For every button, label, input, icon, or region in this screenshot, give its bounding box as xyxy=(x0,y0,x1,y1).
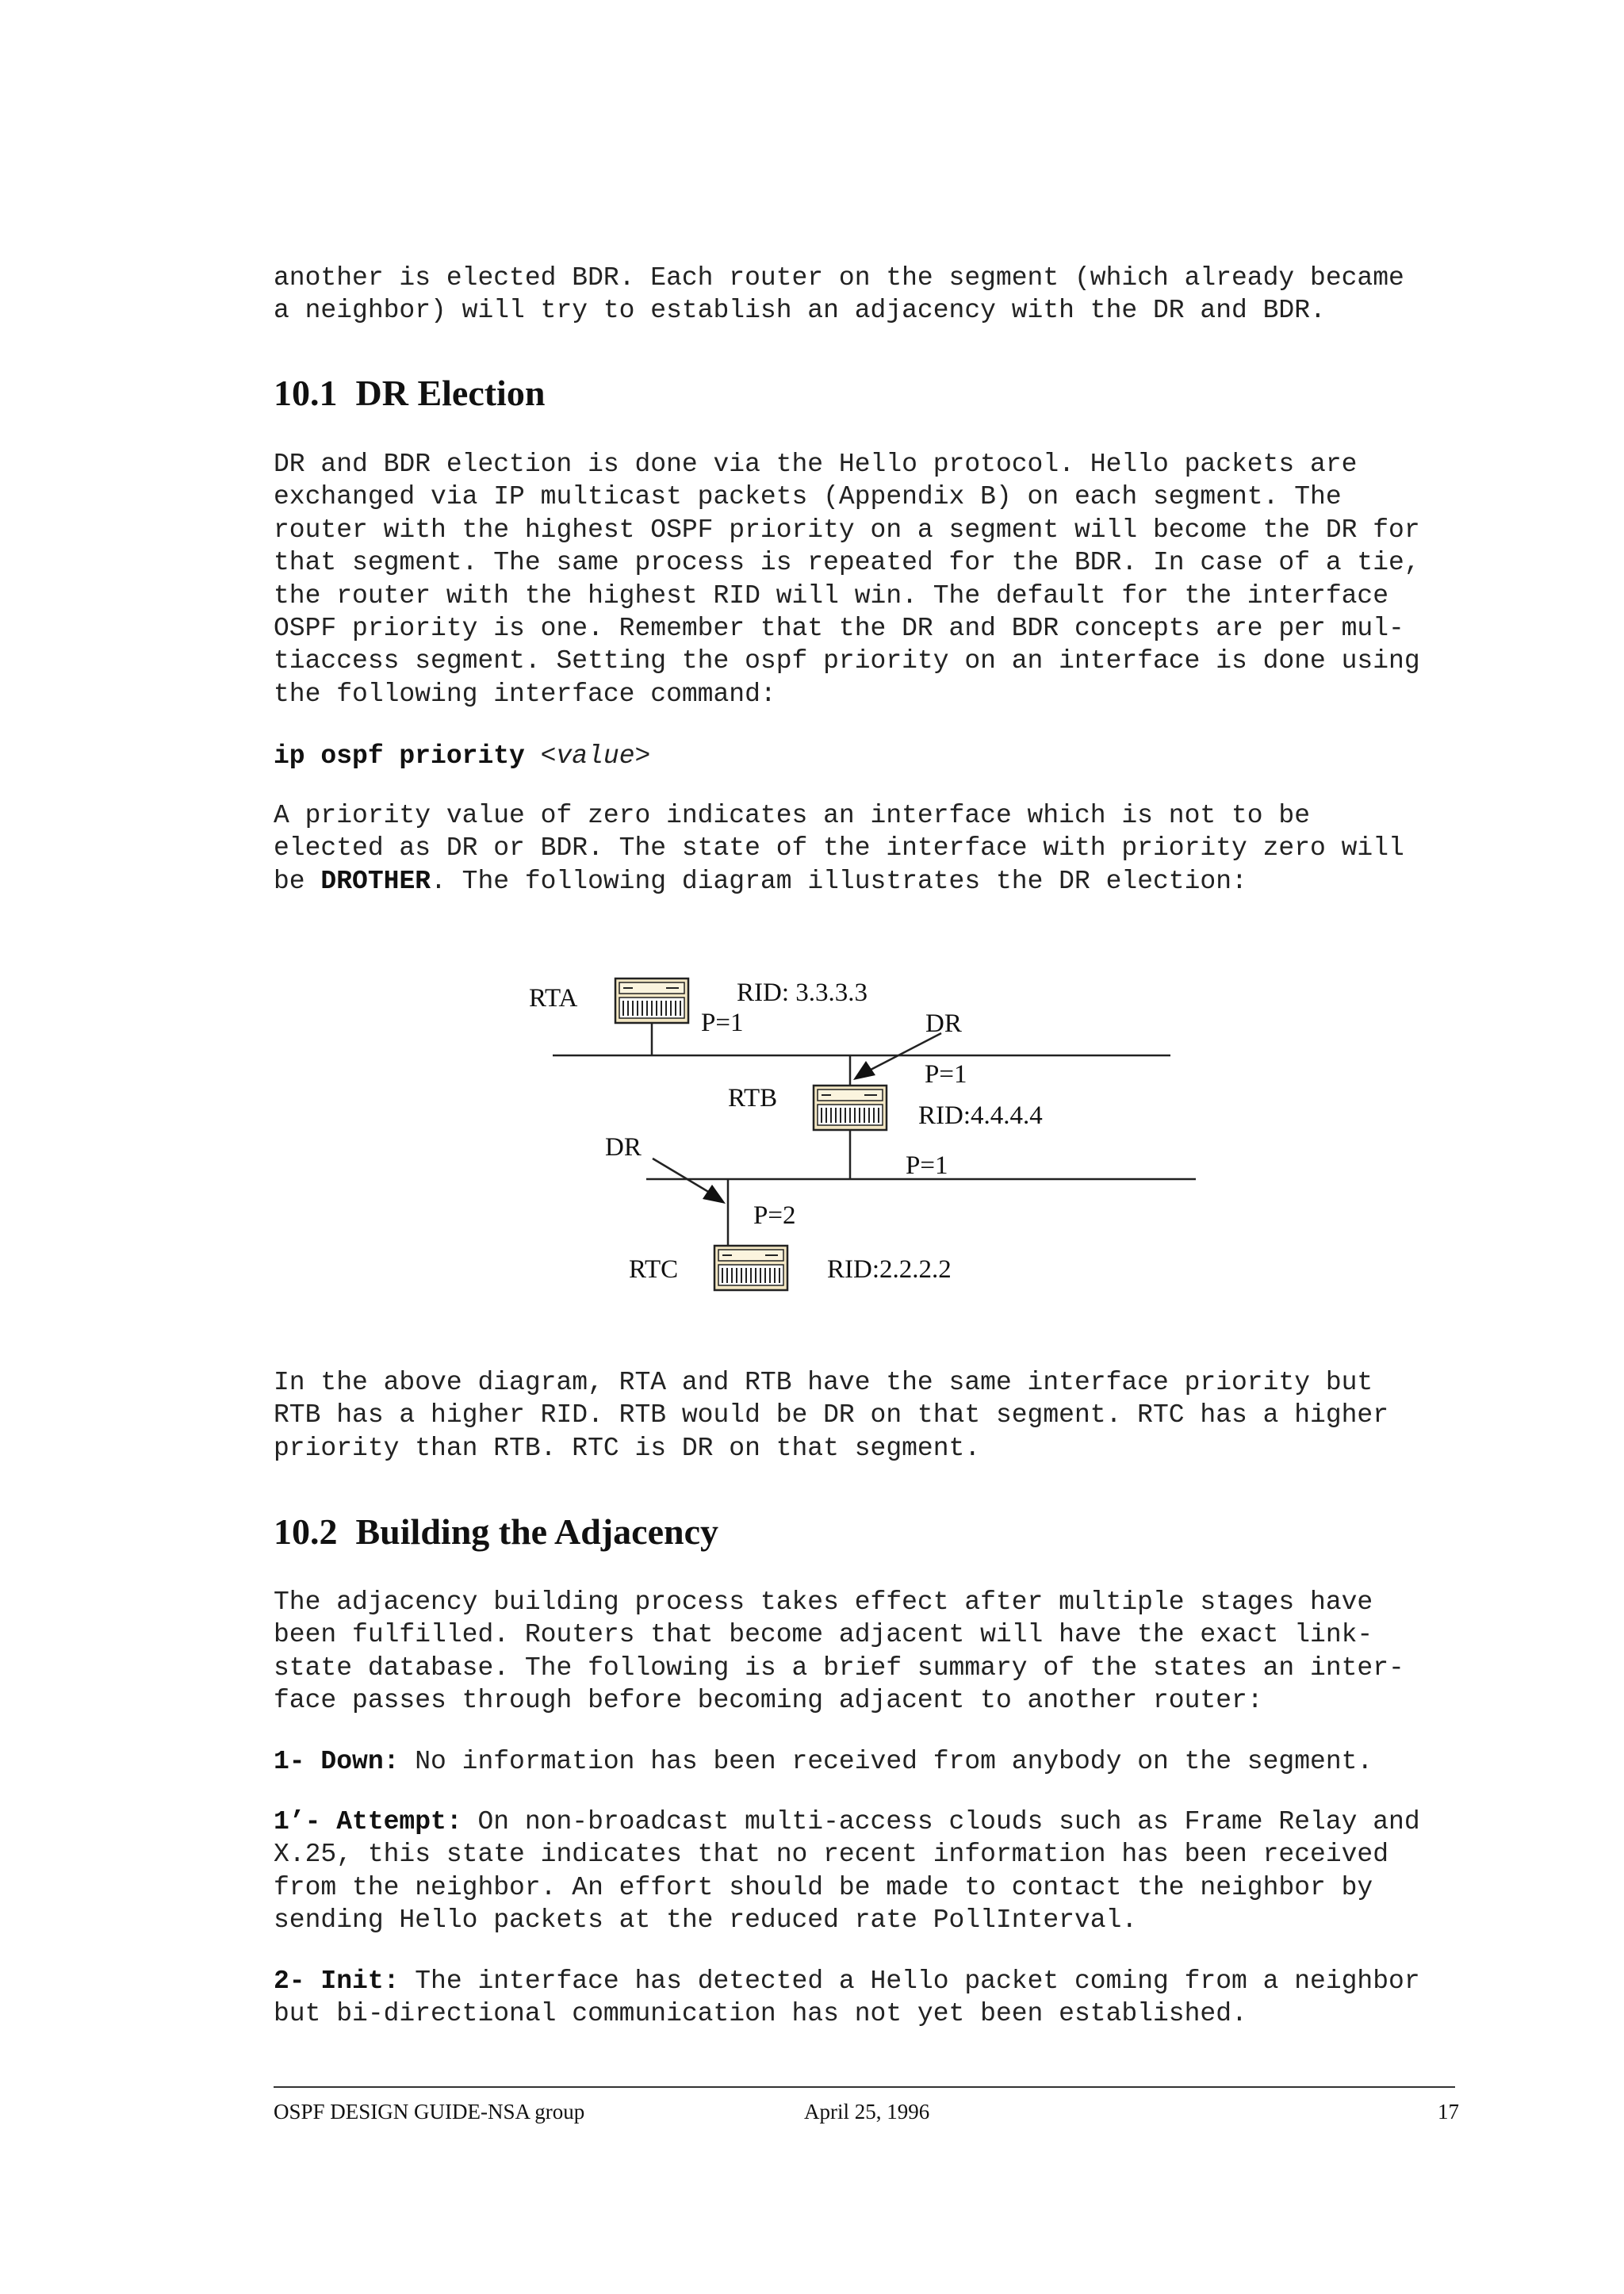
rtb-label: RTB xyxy=(728,1084,778,1113)
text-line: A priority value of zero indicates an interface which is not to be xyxy=(274,801,1311,830)
text-line: been fulfilled. Routers that become adjacent will have the exact link- xyxy=(274,1620,1373,1650)
rtb-rid: RID:4.4.4.4 xyxy=(918,1101,1043,1130)
text-line: be xyxy=(274,866,321,896)
text-line: DR and BDR election is done via the Hello protocol. Hello packets are xyxy=(274,450,1358,479)
text-line: priority than RTB. RTC is DR on that segment. xyxy=(274,1433,981,1463)
text-line: state database. The following is a brief summary of the states an inter- xyxy=(274,1653,1404,1683)
section-heading-building-adjacency: 10.2 Building the Adjacency xyxy=(274,1511,719,1552)
dr-label-top: DR xyxy=(925,1009,962,1038)
rtb-priority-top: P=1 xyxy=(925,1060,967,1089)
section-heading-dr-election: 10.1 DR Election xyxy=(274,373,546,413)
rta-rid: RID: 3.3.3.3 xyxy=(737,978,868,1007)
text-line: In the above diagram, RTA and RTB have the same interface priority but xyxy=(274,1368,1373,1397)
diagram-explanation-paragraph xyxy=(274,1366,1463,1465)
text-line: OSPF priority is one. Remember that the DR and BDR concepts are per mul- xyxy=(274,614,1404,644)
rtc-rid: RID:2.2.2.2 xyxy=(827,1255,952,1284)
state-label: 1- Down: xyxy=(274,1747,400,1776)
state-init xyxy=(274,1965,1463,2031)
dr-arrow-bottom-head xyxy=(703,1185,726,1204)
text-line: tiaccess segment. Setting the ospf priority on an interface is done using xyxy=(274,646,1420,676)
text-line: the following interface command: xyxy=(274,679,776,709)
text-line: No information has been received from anybody on the segment. xyxy=(399,1747,1373,1776)
dr-arrow-bottom-line xyxy=(653,1158,710,1193)
dr-arrow-top-head xyxy=(853,1061,875,1080)
rtc-priority: P=2 xyxy=(753,1201,796,1230)
rta-label: RTA xyxy=(529,984,578,1013)
rtb-priority-bottom: P=1 xyxy=(906,1151,948,1180)
text-line: that segment. The same process is repeated for the BDR. In case of a tie, xyxy=(274,548,1420,578)
state-attempt xyxy=(274,1806,1463,1937)
text-line: On non-broadcast multi-access clouds such as Frame Relay and xyxy=(462,1807,1420,1836)
adjacency-paragraph xyxy=(274,1586,1463,1718)
dr-label-bottom: DR xyxy=(605,1133,642,1162)
footer-date: April 25, 1996 xyxy=(804,2100,930,2124)
rta-priority: P=1 xyxy=(701,1009,744,1037)
text-line: elected as DR or BDR. The state of the interface with priority zero will xyxy=(274,833,1404,864)
router-rtc-icon xyxy=(714,1246,787,1290)
text-line: a neighbor) will try to establish an adjacency with the DR and BDR. xyxy=(274,296,1326,326)
router-rta-icon xyxy=(615,978,688,1023)
state-down xyxy=(274,1745,1463,1778)
text-line: The adjacency building process takes effect after multiple stages have xyxy=(274,1587,1373,1617)
text-line: the router with the highest RID will win. The default for the interface xyxy=(274,580,1389,611)
router-rtb-icon xyxy=(814,1086,887,1130)
text-line: The interface has detected a Hello packet coming from a neighbor xyxy=(399,1967,1420,1996)
text-line: RTB has a higher RID. RTB would be DR on that segment. RTC has a higher xyxy=(274,1400,1389,1430)
rtc-label: RTC xyxy=(629,1255,679,1284)
text-line: X.25, this state indicates that no recent information has been received xyxy=(274,1840,1389,1870)
state-label: 2- Init: xyxy=(274,1967,400,1996)
text-line: router with the highest OSPF priority on a segment will become the DR for xyxy=(274,515,1420,545)
footer-title: OSPF DESIGN GUIDE-NSA group xyxy=(274,2100,585,2124)
command-keyword: ip ospf priority xyxy=(274,741,525,771)
text-line: another is elected BDR. Each router on the segment (which already became xyxy=(274,263,1404,293)
footer-divider xyxy=(274,2086,1455,2088)
text-line: but bi-directional communication has not yet been established. xyxy=(274,1999,1247,2029)
page-number: 17 xyxy=(1438,2100,1459,2124)
text-line: . The following diagram illustrates the DR election: xyxy=(431,866,1247,896)
text-line: sending Hello packets at the reduced rate PollInterval. xyxy=(274,1905,1138,1936)
text-line: face passes through before becoming adjacent to another router: xyxy=(274,1686,1263,1716)
drother-keyword: DROTHER xyxy=(320,866,431,896)
text-line: exchanged via IP multicast packets (Appendix B) on each segment. The xyxy=(274,482,1342,512)
text-line: from the neighbor. An effort should be made to contact the neighbor by xyxy=(274,1872,1373,1902)
state-label: 1’- Attempt: xyxy=(274,1807,462,1836)
command-argument: <value> xyxy=(540,741,651,771)
